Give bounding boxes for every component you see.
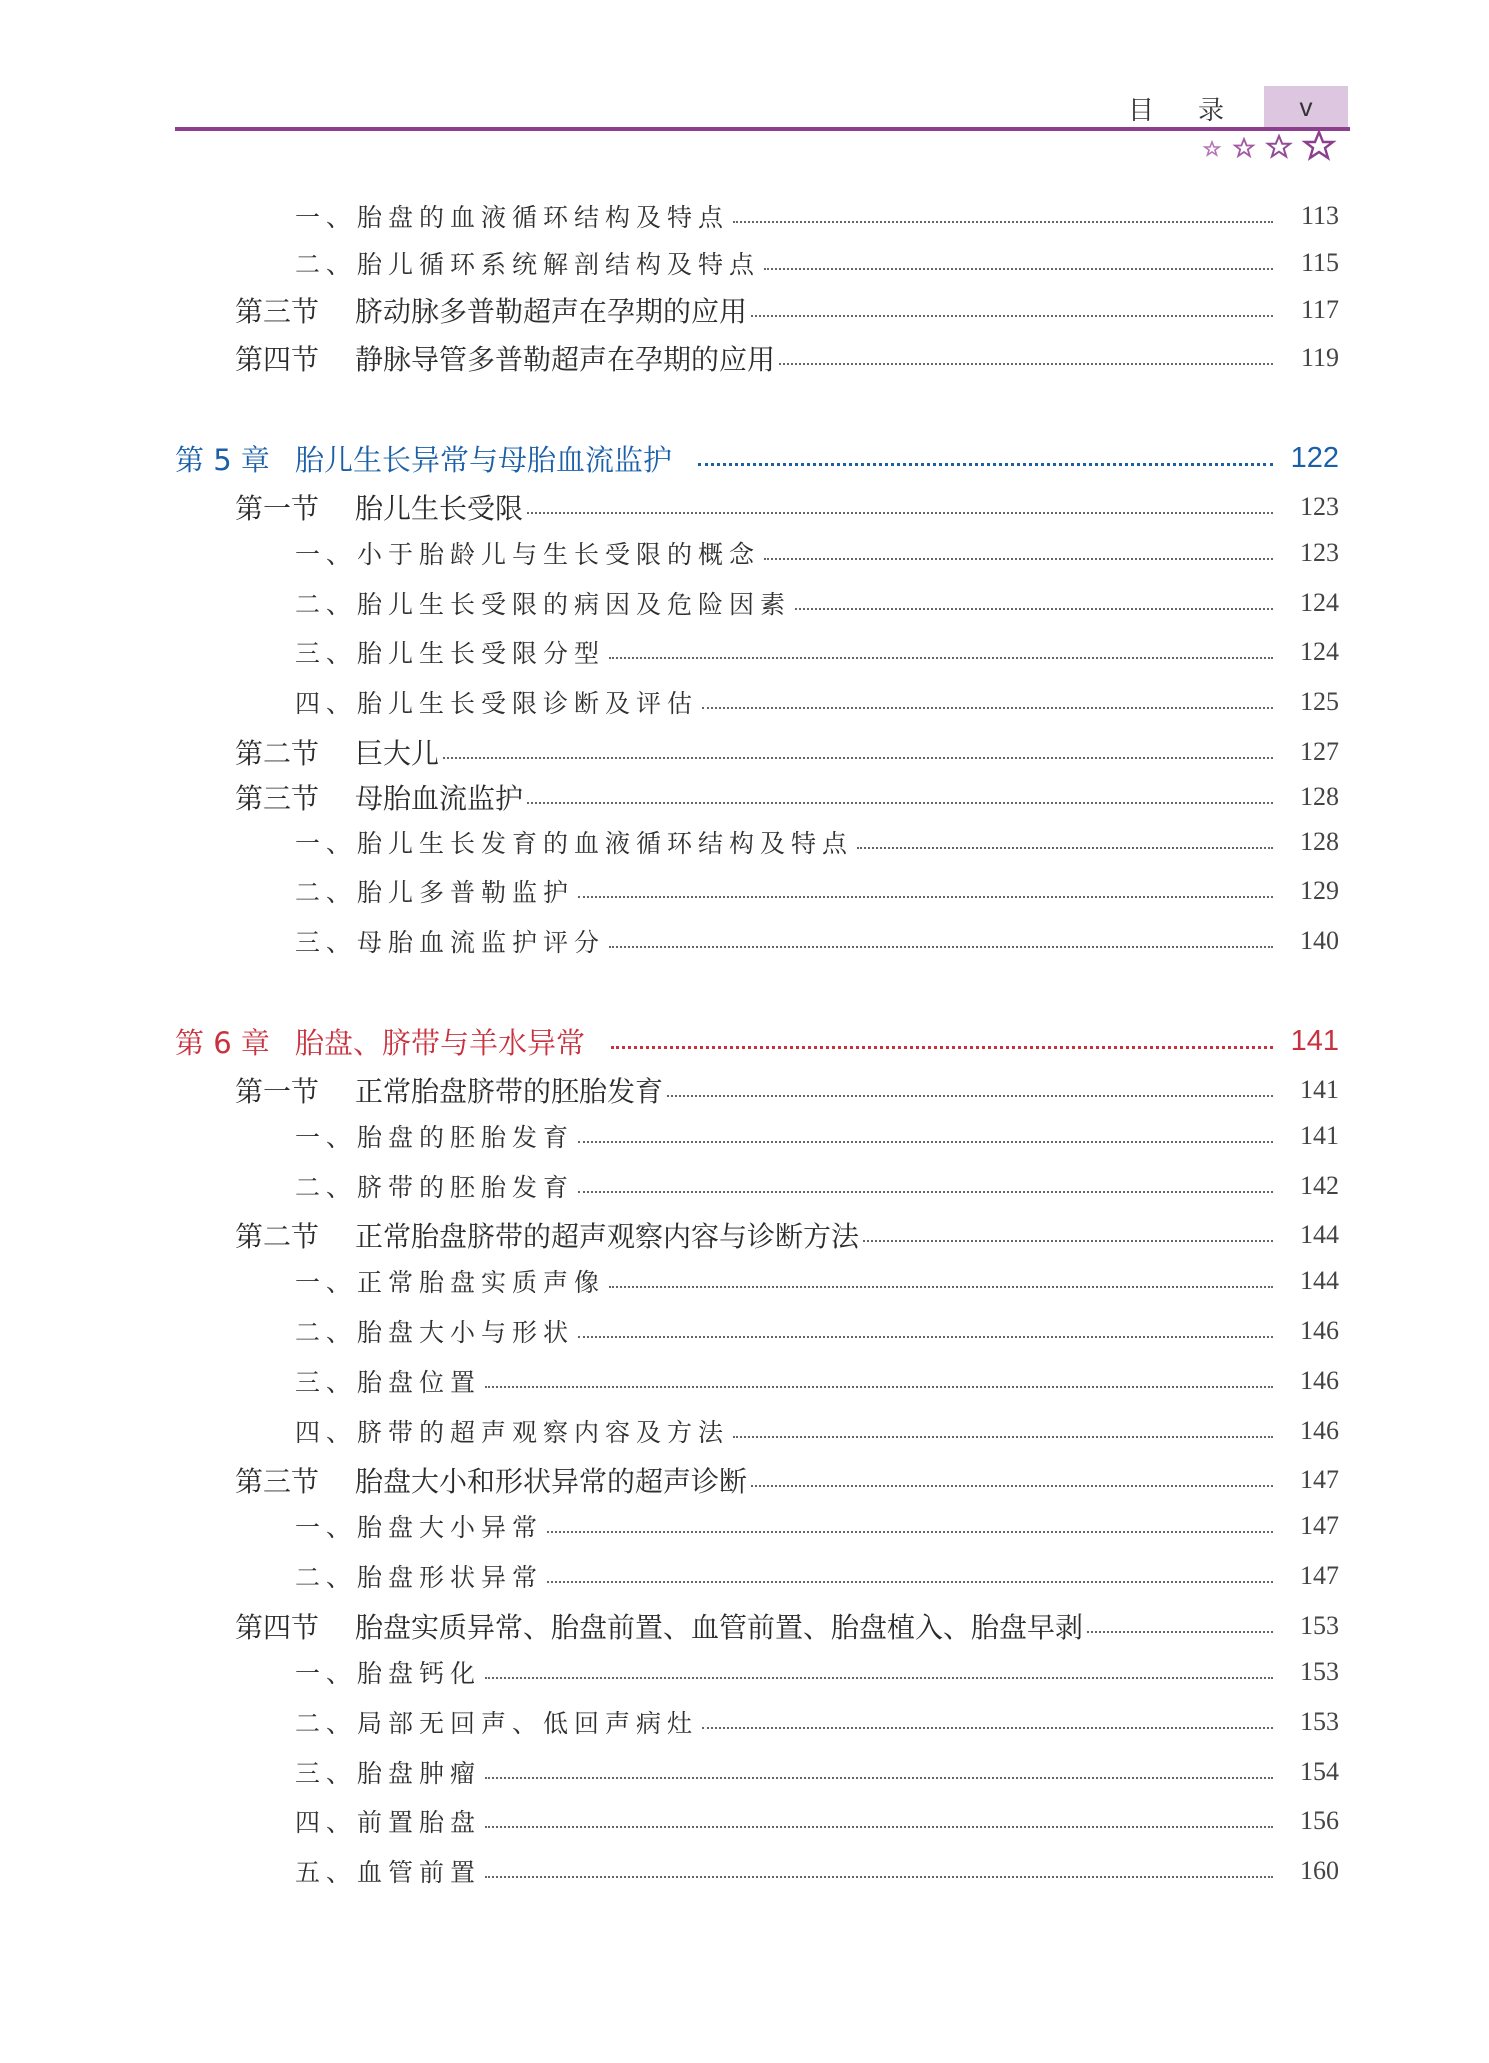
- dot-leader: [485, 1386, 1273, 1388]
- dot-leader: [764, 558, 1273, 560]
- header-title-right: 录: [1198, 96, 1225, 126]
- section-number: 第二节: [235, 1220, 320, 1253]
- dot-leader: [795, 608, 1273, 610]
- section-page: 147: [1300, 1465, 1339, 1494]
- toc-entry[interactable]: [0, 1801, 1489, 1841]
- toc-section[interactable]: [0, 1606, 1489, 1646]
- section-title: 正常胎盘脐带的超声观察内容与诊断方法: [355, 1220, 860, 1253]
- dot-leader: [578, 1191, 1273, 1193]
- toc-entry-page: 147: [1300, 1561, 1339, 1590]
- toc-entry-title: 二、脐带的胚胎发育: [295, 1173, 575, 1202]
- toc-entry-page: 124: [1300, 588, 1339, 617]
- toc-entry-title: 二、胎儿生长受限的病因及危险因素: [295, 590, 792, 619]
- toc-entry-page: 140: [1300, 926, 1339, 955]
- dot-leader: [667, 1095, 1273, 1097]
- toc-section[interactable]: [0, 338, 1489, 378]
- dot-leader: [764, 268, 1273, 270]
- toc-entry[interactable]: [0, 1702, 1489, 1742]
- toc-entry-page: 146: [1300, 1366, 1339, 1395]
- toc-entry-page: 144: [1300, 1266, 1339, 1295]
- dot-leader: [485, 1777, 1273, 1779]
- dot-leader: [733, 1436, 1273, 1438]
- toc-entry[interactable]: [0, 533, 1489, 573]
- toc-entry-page: 153: [1300, 1707, 1339, 1736]
- section-title: 正常胎盘脐带的胚胎发育: [355, 1075, 664, 1108]
- toc-section[interactable]: [0, 1460, 1489, 1500]
- toc-entry[interactable]: [0, 196, 1489, 236]
- dot-leader: [863, 1240, 1273, 1242]
- section-title: 脐动脉多普勒超声在孕期的应用: [355, 295, 748, 328]
- section-page: 153: [1300, 1611, 1339, 1640]
- toc-entry-page: 128: [1300, 827, 1339, 856]
- toc-entry-title: 三、胎盘肿瘤: [295, 1759, 482, 1788]
- section-number: 第四节: [235, 1611, 320, 1644]
- toc-entry[interactable]: [0, 1166, 1489, 1206]
- section-number: 第二节: [235, 737, 320, 770]
- toc-entry-title: 二、胎儿多普勒监护: [295, 878, 575, 907]
- toc-entry-title: 四、脐带的超声观察内容及方法: [295, 1418, 730, 1447]
- toc-entry-page: 113: [1300, 201, 1339, 230]
- toc-entry-page: 142: [1300, 1171, 1339, 1200]
- toc-entry[interactable]: [0, 1556, 1489, 1596]
- toc-entry-title: 一、小于胎龄儿与生长受限的概念: [295, 540, 761, 569]
- chapter-page: 141: [1290, 1024, 1339, 1057]
- toc-entry[interactable]: [0, 871, 1489, 911]
- toc-entry[interactable]: [0, 921, 1489, 961]
- dot-leader: [733, 221, 1273, 223]
- section-page: 141: [1300, 1075, 1339, 1104]
- dot-leader: [702, 707, 1273, 709]
- toc-chapter-6[interactable]: [0, 1019, 1489, 1063]
- dot-leader: [578, 1141, 1273, 1143]
- toc-section[interactable]: [0, 1215, 1489, 1255]
- dot-leader: [857, 847, 1273, 849]
- dot-leader: [443, 757, 1273, 759]
- dot-leader: [527, 512, 1273, 514]
- toc-entry[interactable]: [0, 1752, 1489, 1792]
- section-page: 128: [1300, 782, 1339, 811]
- toc-entry[interactable]: [0, 1261, 1489, 1301]
- toc-entry[interactable]: [0, 1506, 1489, 1546]
- section-number: 第三节: [235, 782, 320, 815]
- toc-section[interactable]: [0, 1070, 1489, 1110]
- toc-entry-page: 154: [1300, 1757, 1339, 1786]
- dot-leader: [485, 1876, 1273, 1878]
- toc-entry-title: 二、胎儿循环系统解剖结构及特点: [295, 250, 761, 279]
- toc-entry-title: 一、胎盘的胚胎发育: [295, 1123, 575, 1152]
- chapter-number: 第 5 章: [175, 442, 270, 477]
- page-number: v: [1299, 91, 1313, 122]
- dot-leader: [702, 1727, 1273, 1729]
- toc-entry-page: 160: [1300, 1856, 1339, 1885]
- toc-entry-page: 147: [1300, 1511, 1339, 1540]
- star-outline-icon: [1198, 130, 1348, 166]
- dot-leader: [485, 1826, 1273, 1828]
- dot-leader: [547, 1531, 1273, 1533]
- dot-leader: [609, 946, 1273, 948]
- page-header: [0, 0, 1489, 170]
- toc-entry[interactable]: [0, 1116, 1489, 1156]
- toc-entry-title: 五、血管前置: [295, 1858, 482, 1887]
- toc-entry-title: 一、胎儿生长发育的血液循环结构及特点: [295, 829, 854, 858]
- chapter-title: 胎儿生长异常与母胎血流监护: [295, 442, 673, 477]
- section-title: 巨大儿: [355, 737, 440, 770]
- dot-leader: [611, 1046, 1273, 1049]
- toc-entry-title: 三、胎儿生长受限分型: [295, 639, 606, 668]
- toc-entry-page: 146: [1300, 1416, 1339, 1445]
- section-number: 第三节: [235, 1465, 320, 1498]
- toc-entry-title: 四、前置胎盘: [295, 1808, 482, 1837]
- toc-entry[interactable]: [0, 1361, 1489, 1401]
- toc-entry-title: 一、正常胎盘实质声像: [295, 1268, 606, 1297]
- toc-entry-title: 二、胎盘形状异常: [295, 1563, 544, 1592]
- toc-entry-page: 153: [1300, 1657, 1339, 1686]
- toc-entry[interactable]: [0, 1851, 1489, 1891]
- dot-leader: [698, 463, 1273, 466]
- section-page: 144: [1300, 1220, 1339, 1249]
- section-title: 母胎血流监护: [355, 782, 524, 815]
- toc-entry-title: 一、胎盘大小异常: [295, 1513, 544, 1542]
- toc-entry-page: 125: [1300, 687, 1339, 716]
- section-page: 123: [1300, 492, 1339, 521]
- toc-entry[interactable]: [0, 1652, 1489, 1692]
- chapter-title: 胎盘、脐带与羊水异常: [295, 1025, 586, 1060]
- section-page: 127: [1300, 737, 1339, 766]
- dot-leader: [547, 1581, 1273, 1583]
- toc-entry-title: 三、母胎血流监护评分: [295, 928, 606, 957]
- toc-entry-title: 四、胎儿生长受限诊断及评估: [295, 689, 699, 718]
- toc-entry[interactable]: [0, 632, 1489, 672]
- header-title-left: 目: [1128, 96, 1155, 126]
- dot-leader: [578, 1336, 1273, 1338]
- toc-entry-page: 124: [1300, 637, 1339, 666]
- toc-entry[interactable]: [0, 1411, 1489, 1451]
- dot-leader: [751, 315, 1273, 317]
- toc-entry-page: 156: [1300, 1806, 1339, 1835]
- section-number: 第一节: [235, 1075, 320, 1108]
- chapter-number: 第 6 章: [175, 1025, 270, 1060]
- toc-entry-title: 一、胎盘钙化: [295, 1659, 482, 1688]
- toc-entry-page: 123: [1300, 538, 1339, 567]
- dot-leader: [527, 802, 1273, 804]
- section-page: 119: [1300, 343, 1339, 372]
- dot-leader: [779, 363, 1273, 365]
- dot-leader: [485, 1677, 1273, 1679]
- toc-section[interactable]: [0, 290, 1489, 330]
- toc-entry-title: 二、局部无回声、低回声病灶: [295, 1709, 699, 1738]
- page-number-box: [1264, 86, 1348, 128]
- section-number: 第四节: [235, 343, 320, 376]
- toc-entry[interactable]: [0, 822, 1489, 862]
- toc-chapter-5[interactable]: [0, 436, 1489, 480]
- section-number: 第一节: [235, 492, 320, 525]
- toc-entry-title: 三、胎盘位置: [295, 1368, 482, 1397]
- dot-leader: [751, 1485, 1273, 1487]
- section-title: 胎盘大小和形状异常的超声诊断: [355, 1465, 748, 1498]
- section-number: 第三节: [235, 295, 320, 328]
- toc-section[interactable]: [0, 732, 1489, 772]
- toc-entry-page: 146: [1300, 1316, 1339, 1345]
- dot-leader: [609, 657, 1273, 659]
- toc-entry-page: 141: [1300, 1121, 1339, 1150]
- toc-section[interactable]: [0, 487, 1489, 527]
- toc-entry-page: 129: [1300, 876, 1339, 905]
- section-title: 静脉导管多普勒超声在孕期的应用: [355, 343, 776, 376]
- toc-entry[interactable]: [0, 1311, 1489, 1351]
- dot-leader: [609, 1286, 1273, 1288]
- dot-leader: [578, 896, 1273, 898]
- toc-section[interactable]: [0, 777, 1489, 817]
- header-rule: [175, 127, 1350, 131]
- section-page: 117: [1300, 295, 1339, 324]
- toc-entry[interactable]: [0, 583, 1489, 623]
- toc-entry-title: 一、胎盘的血液循环结构及特点: [295, 203, 730, 232]
- section-title: 胎儿生长受限: [355, 492, 524, 525]
- chapter-page: 122: [1290, 441, 1339, 474]
- dot-leader: [1087, 1631, 1273, 1633]
- toc-entry-title: 二、胎盘大小与形状: [295, 1318, 575, 1347]
- toc-entry-page: 115: [1300, 248, 1339, 277]
- section-title: 胎盘实质异常、胎盘前置、血管前置、胎盘植入、胎盘早剥: [355, 1611, 1084, 1644]
- toc-entry[interactable]: [0, 682, 1489, 722]
- toc-entry[interactable]: [0, 243, 1489, 283]
